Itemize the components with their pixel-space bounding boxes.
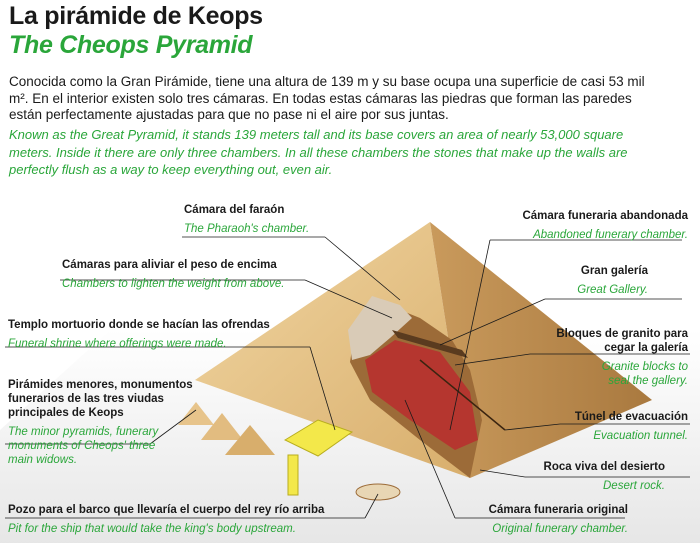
label-es: Bloques de granito para cegar la galería [556,328,688,354]
label-en: Pit for the ship that would take the king's body upstream. [8,523,296,535]
label-abandoned-chamber [522,209,688,242]
label-es: Roca viva del desierto [543,461,665,473]
title-english: The Cheops Pyramid [9,31,253,59]
label-escape-tunnel [575,410,688,443]
temple-causeway [288,455,298,495]
label-relief-chambers [62,258,284,291]
label-original-chamber [489,503,628,536]
intro-english: Known as the Great Pyramid, it stands 139 meters tall and its base covers an area of nearly 53,000 square meters. Inside it there are only three chambers. In all these chambers the stones that make up the walls are perfectly flush as a way to keep everything out, even air. [9,127,628,177]
label-boat-pit [8,503,324,536]
label-en: Funeral shrine where offerings were made. [8,338,227,350]
label-en: Granite blocks to seal the gallery. [601,361,688,387]
label-es: Cámara funeraria original [488,504,628,516]
label-grand-gallery [577,264,648,297]
label-pharaoh-chamber [184,203,309,236]
label-minor-pyramids [8,378,218,467]
label-mortuary-temple [8,318,270,351]
label-es: Pirámides menores, monumentos funerarios de las tres viudas principales de Keops [8,379,193,419]
label-es: Pozo para el barco que llevaría el cuerpo del rey río arriba [8,504,325,516]
label-en: Original funerary chamber. [492,523,628,535]
label-en: Abandoned funerary chamber. [533,229,688,241]
label-en: Evacuation tunnel. [593,430,688,442]
intro-spanish: Conocida como la Gran Pirámide, tiene una altura de 139 m y su base ocupa una superficie de casi 53 mil m². En el interior existen solo tres cámaras. En todas estas cámaras las piedras que forman las paredes están perfectamente ajustadas para que no pase ni el aire por sus juntas. [9,74,645,122]
label-es: Túnel de evacuación [574,411,688,423]
label-es: Templo mortuorio donde se hacían las ofrendas [8,319,270,331]
title-spanish: La pirámide de Keops [9,2,263,30]
label-en: The minor pyramids, funerary monuments of Cheops' three main widows. [8,426,159,466]
label-es: Gran galería [580,265,648,277]
label-en: Great Gallery. [577,284,648,296]
label-en: The Pharaoh's chamber. [184,223,310,235]
label-en: Chambers to lighten the weight from above. [62,278,285,290]
label-granite-blocks [548,327,688,388]
label-en: Desert rock. [603,480,665,492]
boat-pit [356,484,400,500]
label-es: Cámaras para aliviar el peso de encima [62,259,277,271]
label-bedrock [544,460,665,493]
label-es: Cámara funeraria abandonada [522,210,688,222]
label-es: Cámara del faraón [184,204,285,216]
